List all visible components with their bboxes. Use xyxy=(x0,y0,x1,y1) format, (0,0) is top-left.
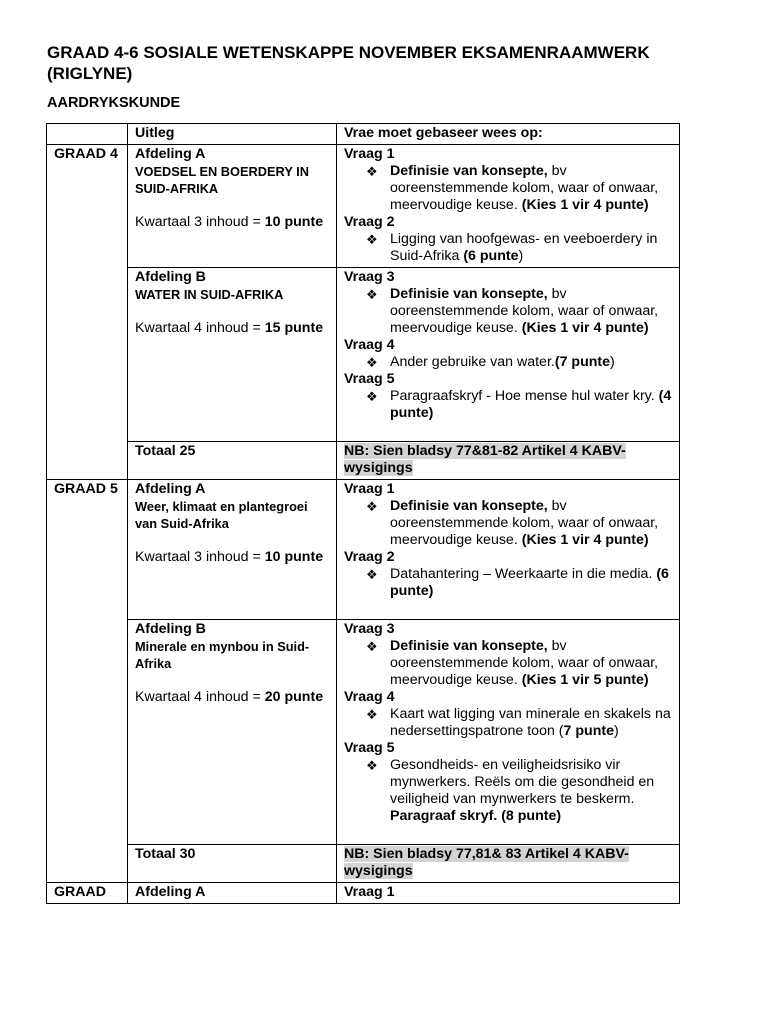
afdeling-label: Afdeling A xyxy=(128,883,337,904)
afdeling-label: Afdeling B xyxy=(135,269,206,285)
topic-label: VOEDSEL EN BOERDERY IN SUID-AFRIKA xyxy=(135,164,309,196)
table-row xyxy=(47,268,680,442)
afdeling-label: Afdeling B xyxy=(135,621,206,637)
list-item: ❖ Definisie van konsepte, bv ooreenstemmende kolom, waar of onwaar, meervoudige keuse. (Kies 1 vir 5 punte) xyxy=(366,638,659,688)
question-label: Vraag 1 xyxy=(337,883,680,904)
bullet-diamond-icon: ❖ xyxy=(366,707,378,722)
grade-6-label: GRAAD xyxy=(47,883,128,904)
document-title: GRAAD 4-6 SOSIALE WETENSKAPPE NOVEMBER EKSAMENRAAMWERK (RIGLYNE) xyxy=(47,43,650,83)
inhoud-line xyxy=(135,214,329,231)
inhoud-text: Kwartaal 3 inhoud = xyxy=(135,549,265,565)
question-label: Vraag 1 xyxy=(344,481,395,497)
bullet-diamond-icon: ❖ xyxy=(366,232,378,247)
note-highlight: NB: Sien bladsy 77,81& 83 Artikel 4 KABV-wysigings xyxy=(344,846,629,879)
table-row xyxy=(47,883,680,904)
note-cell xyxy=(337,442,680,480)
table-row xyxy=(47,145,680,268)
inhoud-text: Kwartaal 4 inhoud = xyxy=(135,320,265,336)
total-label: Totaal 30 xyxy=(128,845,337,883)
inhoud-points: 20 punte xyxy=(264,689,324,705)
inhoud-text: Kwartaal 3 inhoud = xyxy=(135,214,265,230)
list-item: ❖ Kaart wat ligging van minerale en skakels na nedersettingspatrone toon (7 punte) xyxy=(366,706,671,739)
bullet-diamond-icon: ❖ xyxy=(366,355,378,370)
question-label: Vraag 3 xyxy=(344,621,395,637)
vrae-cell xyxy=(337,145,680,268)
bullet-diamond-icon: ❖ xyxy=(366,567,378,582)
topic-label: WATER IN SUID-AFRIKA xyxy=(135,287,284,302)
inhoud-line xyxy=(135,320,329,337)
table-row xyxy=(47,480,680,620)
inhoud-text: Kwartaal 4 inhoud = xyxy=(135,689,265,705)
inhoud-points: 10 punte xyxy=(264,214,324,230)
question-label: Vraag 5 xyxy=(344,740,395,756)
topic-label: Minerale en mynbou in Suid-Afrika xyxy=(135,639,310,671)
grade-5-label: GRAAD 5 xyxy=(47,480,128,883)
table-header-row xyxy=(47,124,680,145)
vrae-cell xyxy=(337,480,680,620)
vrae-cell xyxy=(337,268,680,442)
exam-framework-table xyxy=(46,123,680,904)
afdeling-label: Afdeling A xyxy=(135,146,206,162)
bullet-diamond-icon: ❖ xyxy=(366,758,378,773)
question-label: Vraag 4 xyxy=(344,689,395,705)
question-label: Vraag 5 xyxy=(344,371,395,387)
note-cell xyxy=(337,845,680,883)
header-uitleg: Uitleg xyxy=(128,124,337,145)
topic-label: Weer, klimaat en plantegroei van Suid-Afrika xyxy=(135,499,308,531)
note-highlight: NB: Sien bladsy 77&81-82 Artikel 4 KABV-wysigings xyxy=(344,443,626,476)
list-item: ❖ Ander gebruike van water.(7 punte) xyxy=(366,354,615,370)
header-vrae: Vrae moet gebaseer wees op: xyxy=(337,124,680,145)
question-label: Vraag 2 xyxy=(344,549,395,565)
inhoud-points: 15 punte xyxy=(264,320,324,336)
table-row xyxy=(47,620,680,845)
uitleg-cell xyxy=(128,145,337,268)
section-heading: AARDRYKSKUNDE xyxy=(47,95,181,111)
bullet-diamond-icon: ❖ xyxy=(366,499,378,514)
bullet-diamond-icon: ❖ xyxy=(366,164,378,179)
vrae-cell xyxy=(337,620,680,845)
uitleg-cell xyxy=(128,480,337,620)
afdeling-label: Afdeling A xyxy=(135,481,206,497)
table-row xyxy=(47,845,680,883)
header-grade-cell xyxy=(47,124,128,145)
question-label: Vraag 1 xyxy=(344,146,395,162)
table-row xyxy=(47,442,680,480)
question-label: Vraag 2 xyxy=(344,214,395,230)
list-item: ❖ Definisie van konsepte, bv ooreenstemmende kolom, waar of onwaar, meervoudige keuse. (Kies 1 vir 4 punte) xyxy=(366,286,659,336)
list-item: ❖ Gesondheids- en veiligheidsrisiko vir mynwerkers. Reëls om die gesondheid en veiligheid van mynwerkers te beskerm. Paragraaf skryf. (8 punte) xyxy=(366,757,655,824)
question-label: Vraag 3 xyxy=(344,269,395,285)
list-item: ❖ Ligging van hoofgewas- en veeboerdery in Suid-Afrika (6 punte) xyxy=(366,231,658,264)
list-item: ❖ Paragraafskryf - Hoe mense hul water kry. (4 punte) xyxy=(366,388,672,421)
total-label: Totaal 25 xyxy=(128,442,337,480)
list-item: ❖ Definisie van konsepte, bv ooreenstemmende kolom, waar of onwaar, meervoudige keuse. (Kies 1 vir 4 punte) xyxy=(366,498,659,548)
inhoud-line xyxy=(135,549,329,566)
list-item: ❖ Definisie van konsepte, bv ooreenstemmende kolom, waar of onwaar, meervoudige keuse. (Kies 1 vir 4 punte) xyxy=(366,163,659,213)
bullet-diamond-icon: ❖ xyxy=(366,389,378,404)
question-label: Vraag 4 xyxy=(344,337,395,353)
uitleg-cell xyxy=(128,620,337,845)
bullet-diamond-icon: ❖ xyxy=(366,639,378,654)
inhoud-points: 10 punte xyxy=(264,549,324,565)
bullet-diamond-icon: ❖ xyxy=(366,287,378,302)
list-item: ❖ Datahantering – Weerkaarte in die media. (6 punte) xyxy=(366,566,669,599)
uitleg-cell xyxy=(128,268,337,442)
inhoud-line xyxy=(135,689,329,706)
grade-4-label: GRAAD 4 xyxy=(47,145,128,480)
